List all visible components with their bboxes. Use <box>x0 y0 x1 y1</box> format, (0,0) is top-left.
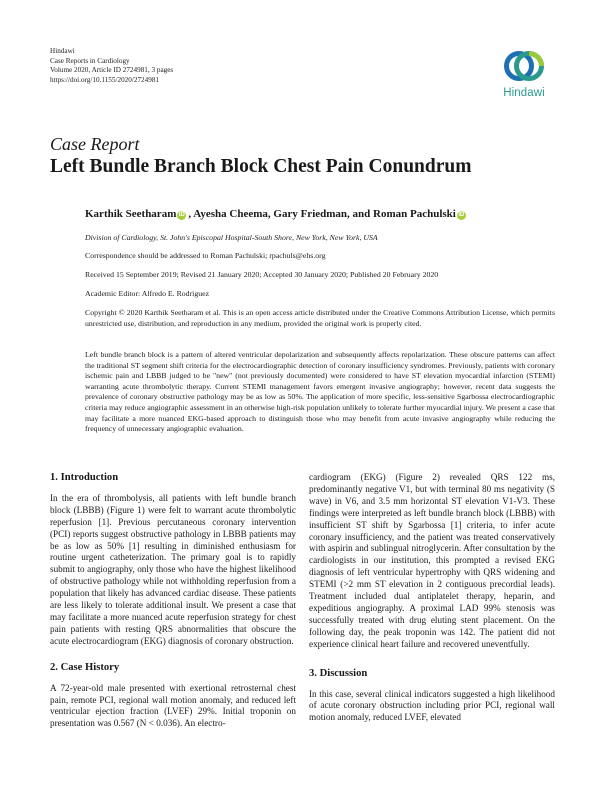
logo-wordmark: Hindawi <box>503 87 545 99</box>
introduction-text: In the era of thrombolysis, all patients with left bundle branch block (LBBB) (Figure 1) were felt to warrant acute thrombolytic reperfusion [1]. Previous percutaneous coronary intervention (PCI) reports suggest obstructive pathology in LBBB patients may be as low as 50% [1] resulting in diminished enthusiasm for routine urgent catheterization. The primary goal is to rapidly submit to angiography, only those who have the highest likelihood of obstructive pathology while not withholding reperfusion from a population that likely has advanced cardiac disease. These patients are less likely to tolerate additional insult. We present a case that may facilitate a more nuanced acute reperfusion strategy for chest pain patients with resting QRS abnormalities that obscure the acute electrocardiogram (EKG) diagnosis of coronary obstruction. <box>50 492 296 646</box>
discussion-text: In this case, several clinical indicators suggested a high likelihood of acute coronary obstruction including prior PCI, regional wall motion anomaly, reduced LVEF, elevated <box>309 688 555 723</box>
abstract: Left bundle branch block is a pattern of altered ventricular depolarization and subsequently affects repolarization. These obscure patterns can affect the traditional ST segment shift criteria for the electrocardiographic detection of coronary insufficiency syndromes. Previously, patients with coronary ischemic pain and LBBB judged to be "new" (not previously documented) were considered to have ST elevation myocardial infarction (STEMI) warranting acute thrombolytic therapy. Current STEMI management favors emergent invasive angiography; however, recent data suggests the prevalence of coronary obstructive pathology may be as low as 50%. The application of more specific, less-sensitive Sgarbossa electrocardiographic criteria may reduce angiographic assessment in an otherwise high-risk population unlikely to tolerate further myocardial injury. We present a case that may facilitate a more nuanced EKG-based approach to distinguish those who may benefit from acute invasive angiography while reducing the frequency of unnecessary angiographic evaluation. <box>85 350 555 434</box>
author-first[interactable]: Karthik Seetharam <box>85 208 177 220</box>
publisher-name: Hindawi <box>50 47 75 55</box>
orcid-icon[interactable]: iD <box>458 212 465 218</box>
column-right <box>309 472 555 724</box>
publisher-logo <box>496 46 552 99</box>
publication-dates: Received 15 September 2019; Revised 21 January 2020; Accepted 30 January 2020; Published 20 February 2020 <box>85 270 439 279</box>
author-others[interactable]: , Ayesha Cheema, Gary Friedman, and Roman Pachulski <box>188 208 456 220</box>
section-heading-introduction: 1. Introduction <box>50 472 119 483</box>
author-list <box>85 208 555 220</box>
hindawi-logo-icon <box>499 46 549 86</box>
case-history-text-continued: cardiogram (EKG) (Figure 2) revealed QRS 122 ms, predominantly negative V1, but with terminal 80 ms negativity (S wave) in V6, and 3.5 mm horizontal ST elevation V1-V3. These findings were interpreted as left bundle branch block (LBBB) with insufficient ST shift by Sgarbossa [1] criteria, to infer acute coronary insufficiency, and the patient was treated conservatively with aspirin and sublingual nitroglycerin. After consultation by the cardiologists in our institution, this prompted a revised EKG diagnosis of left ventricular hypertrophy with QRS widening and STEMI (>2 mm ST elevation in 2 contiguous precordial leads). Treatment included dual antiplatelet therapy, heparin, and expeditious angiography. A proximal LAD 99% stenosis was successfully treated with drug eluting stent placement. On the following day, the peak troponin was 142. The patient did not experience clinical heart failure and recovered uneventfully. <box>309 472 555 649</box>
case-history-text: A 72-year-old male presented with exertional retrosternal chest pain, remote PCI, regional wall motion anomaly, and reduced left ventricular ejection fraction (LVEF) 29%. Initial troponin on presentation was 0.567 (N < 0.036). An electro- <box>50 682 296 729</box>
academic-editor: Academic Editor: Alfredo E. Rodriguez <box>85 289 210 298</box>
article-type: Case Report <box>50 134 140 154</box>
orcid-icon[interactable]: iD <box>178 212 185 218</box>
affiliation: Division of Cardiology, St. John's Episcopal Hospital-South Shore, New York, New York, USA <box>85 233 378 242</box>
journal-meta <box>50 47 173 85</box>
article-title: Left Bundle Branch Block Chest Pain Conundrum <box>50 156 472 177</box>
column-left <box>50 472 296 730</box>
volume-info: Volume 2020, Article ID 2724981, 3 pages <box>50 66 174 75</box>
section-heading-discussion: 3. Discussion <box>309 667 368 679</box>
doi-link[interactable]: https://doi.org/10.1155/2020/2724981 <box>50 75 160 84</box>
copyright-notice: Copyright © 2020 Karthik Seetharam et al. This is an open access article distributed under the Creative Commons Attribution License, which permits unrestricted use, distribution, and reproduction in any medium, provided the original work is properly cited. <box>85 308 555 328</box>
correspondence: Correspondence should be addressed to Roman Pachulski; rpachuls@ehs.org <box>85 251 326 260</box>
section-heading-case-history: 2. Case History <box>50 661 120 673</box>
journal-name: Case Reports in Cardiology <box>50 56 130 65</box>
